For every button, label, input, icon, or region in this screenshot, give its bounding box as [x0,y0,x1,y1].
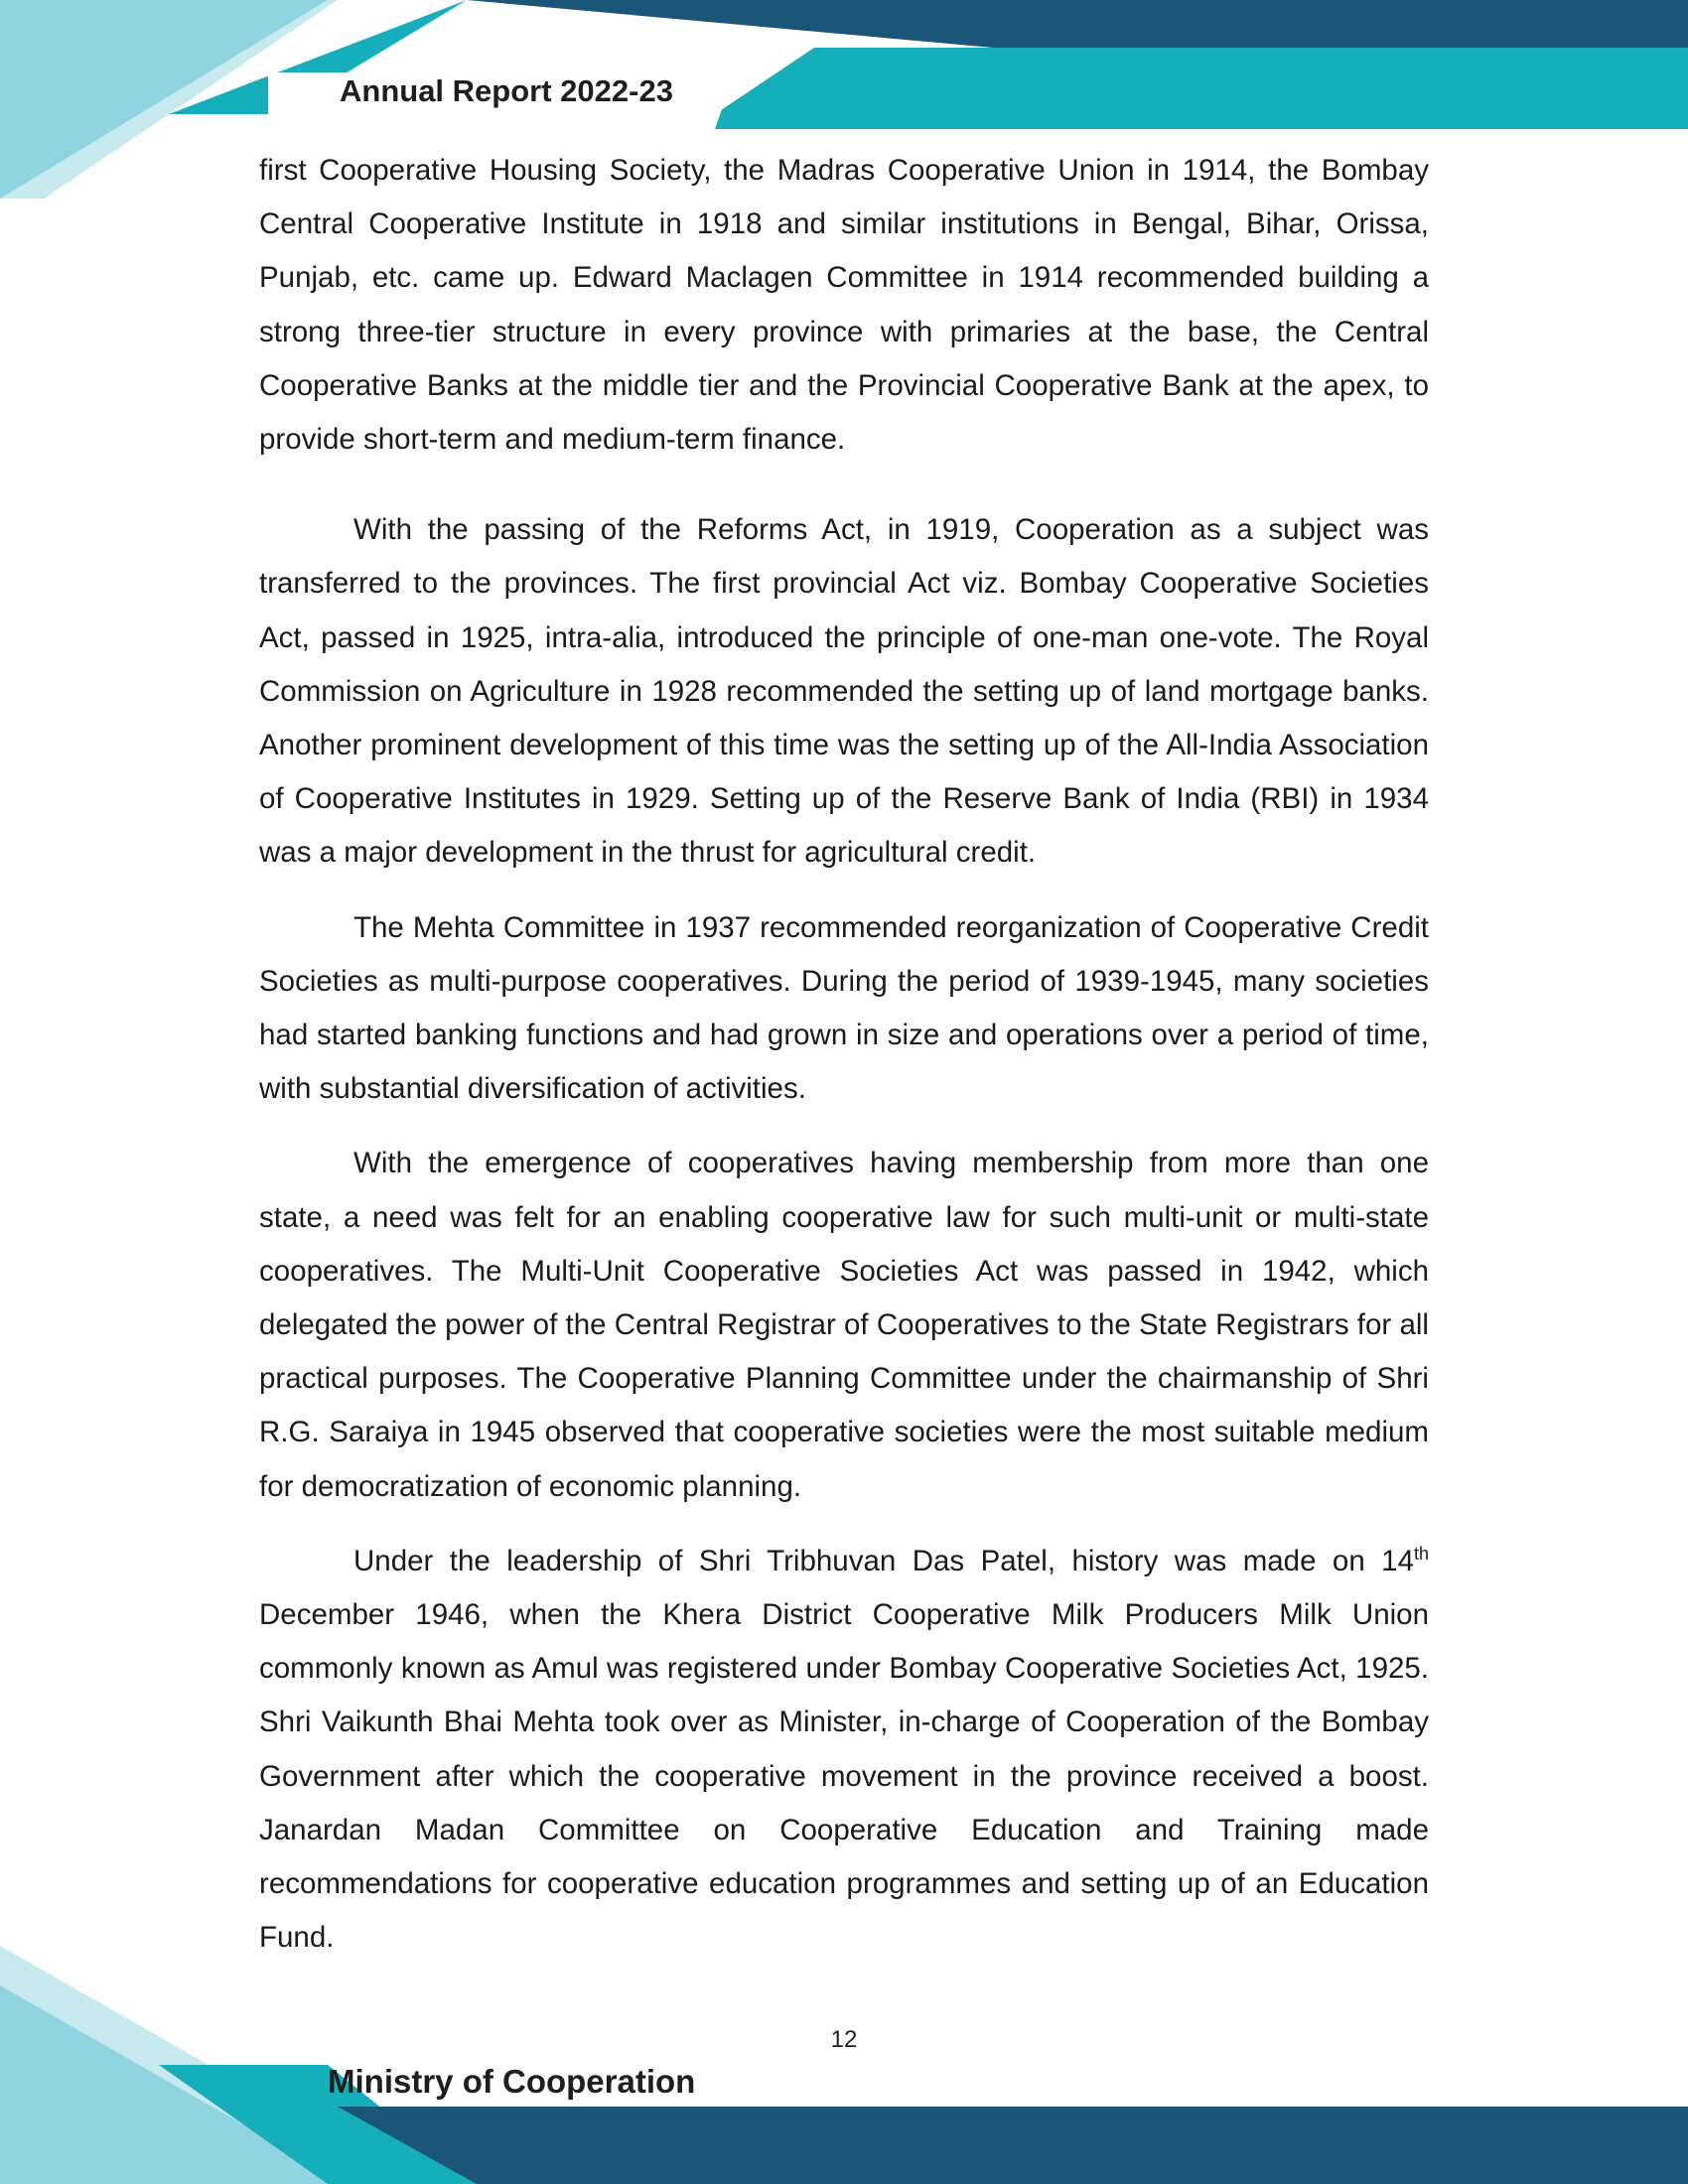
header-teal-band [715,48,1688,129]
footer-navy-band [338,2107,1688,2184]
paragraph-3: The Mehta Committee in 1937 recommended reorganization of Cooperative Credit Societies as multi-purpose cooperatives. During the period of 1939-1945, many societies had started banking functions and had grown in size and operations over a period of time, with substantial diversification of activities. [259,910,1429,1106]
paragraph-5 [259,1535,1429,1966]
paragraph-4: With the emergence of cooperatives having membership from more than one state, a need was felt for an enabling cooperative law for such multi-unit or multi-state cooperatives. The Multi-Unit Cooperative Societies Act was passed in 1942, which delegated the power of the Central Registrar of Cooperatives to the State Registrars for all practical purposes. The Cooperative Planning Committee under the chairmanship of Shri R.G. Saraiya in 1945 observed that cooperative societies were the most suitable medium for democratization of economic planning. [259,1147,1429,1503]
paragraph-1: first Cooperative Housing Society, the Madras Cooperative Union in 1914, the Bombay Central Cooperative Institute in 1918 and similar institutions in Bengal, Bihar, Orissa, Punjab, etc. came up. Edward Maclagen Committee in 1914 recommended building a strong three-tier structure in every province with primaries at the base, the Central Cooperative Banks at the middle tier and the Provincial Cooperative Bank at the apex, to provide short-term and medium-term finance. [259,154,1429,457]
ordinal-suffix: th [1413,1544,1429,1565]
page-number: 12 [830,2026,858,2053]
footer-banner [0,1946,1688,2184]
report-title: Annual Report 2022-23 [340,73,673,108]
paragraph-2: With the passing of the Reforms Act, in 1919, Cooperation as a subject was transferred to the provinces. The first provincial Act viz. Bombay Cooperative Societies Act, passed in 1925, intra-alia, introduced the principle of one-man one-vote. The Royal Commission on Agriculture in 1928 recommended the setting up of land mortgage banks. Another prominent development of this time was the setting up of the All-India Association of Cooperative Institutes in 1929. Setting up of the Reserve Bank of India (RBI) in 1934 was a major development in the thrust for agricultural credit. [259,513,1429,870]
paragraph-5-rest: December 1946, when the Khera District Cooperative Milk Producers Milk Union commonly known as Amul was registered under Bombay Cooperative Societies Act, 1925. Shri Vaikunth Bhai Mehta took over as Minister, in-charge of Cooperation of the Bombay Government after which the cooperative movement in the province received a boost. Janardan Madan Committee on Cooperative Education and Training made recommendations for cooperative education programmes and setting up of an Education Fund. [259,1598,1429,1955]
document-body [259,144,1429,1986]
paragraph-5-start: Under the leadership of Shri Tribhuvan Das Patel, history was made on 14 [353,1544,1414,1577]
ministry-name: Ministry of Cooperation [328,2063,696,2100]
header-navy-band [467,0,1688,48]
